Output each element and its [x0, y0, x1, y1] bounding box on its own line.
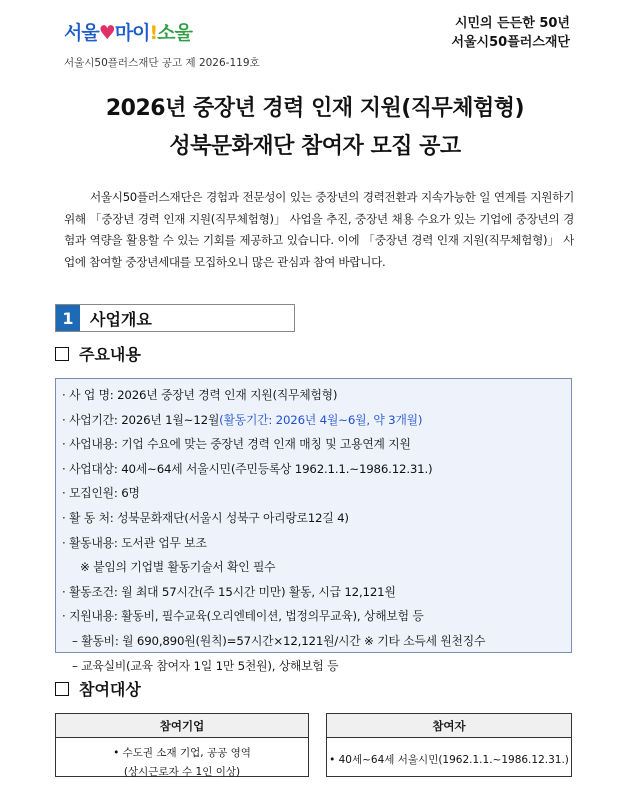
foundation-tagline [451, 14, 570, 52]
company-table-header: 참여기업 [56, 714, 308, 738]
notice-number: 서울시50플러스재단 공고 제 2026-119호 [64, 57, 260, 69]
detail-conditions: · 활동조건: 월 최대 57시간(주 15시간 미만) 활동, 시급 12,121원 [62, 584, 396, 599]
detail-project-name: · 사 업 명: 2026년 중장년 경력 인재 지원(직무체험형) [62, 388, 338, 402]
activity-period-text: (활동기간: 2026년 4월~6월, 약 3개월) [219, 412, 423, 427]
detail-recruit-count: · 모집인원: 6명 [62, 486, 140, 501]
detail-note: ※ 붙임의 기업별 활동기술서 확인 필수 [80, 560, 276, 575]
participant-table [326, 713, 572, 777]
company-table-cell [56, 738, 308, 782]
company-criteria-line1: • 수도권 소재 기업, 공공 영역 [113, 747, 251, 759]
intro-paragraph: 서울시50플러스재단은 경험과 전문성이 있는 중장년의 경력전환과 지속가능한 일 연계를 지원하기 위해 「중장년 경력 인재 지원(직무체험형)」 사업을 추진, 중장년 채용 수요가 있는 기업에 중장년의 경험과 역량을 활용할 수 있는 기회를 제공하고 있습니다. 이에 「중장년 경력 인재 지원(직무체험형)」 사업에 참여할 중장년세대를 모집하오니 많은 관심과 참여 바랍니다. [64, 190, 574, 269]
subsection-target [55, 677, 141, 700]
subsection-target-label: 참여대상 [79, 680, 141, 699]
company-table [55, 713, 309, 777]
square-bullet-icon [55, 682, 69, 696]
detail-project-period [62, 408, 571, 433]
heart-icon: ♥ [98, 22, 115, 44]
period-text: · 사업기간: 2026년 1월~12월 [62, 412, 220, 427]
logo-part-seoul: 서울 [64, 22, 99, 44]
participant-table-cell [327, 738, 571, 770]
logo-part-soul: 소울 [157, 22, 192, 44]
participant-table-header: 참여자 [327, 714, 571, 738]
seoul-my-soul-logo [64, 18, 192, 45]
tagline-line1: 시민의 든든한 50년 [454, 16, 570, 31]
square-bullet-icon [55, 347, 69, 361]
section-title: 사업개요 [90, 309, 152, 329]
detail-support: · 지원내용: 활동비, 필수교육(오리엔테이션, 법정의무교육), 상해보험 등 [62, 609, 424, 624]
company-criteria-line2: (상시근로자 수 1인 이상) [123, 766, 241, 778]
section-heading [55, 304, 295, 332]
section-number: 1 [56, 305, 80, 331]
participant-criteria: • 40세~64세 서울시민(1962.1.1.~1986.12.31.) [329, 754, 569, 766]
details-box [55, 378, 572, 673]
detail-training-cost: – 교육실비(교육 참여자 1일 1만 5천원), 상해보험 등 [72, 658, 339, 673]
subsection-main-label: 주요내용 [79, 345, 141, 364]
tagline-line2: 서울시50플러스재단 [451, 35, 570, 50]
title-line1: 2026년 중장년 경력 인재 지원(직무체험형) [105, 96, 525, 121]
detail-workplace: · 활 동 처: 성북문화재단(서울시 성북구 아리랑로12길 4) [62, 510, 349, 525]
detail-activity: · 활동내용: 도서관 업무 보조 [62, 535, 207, 550]
logo-part-bang: ! [149, 22, 158, 44]
title-line2: 성북문화재단 참여자 모집 공고 [169, 134, 461, 159]
detail-target: · 사업대상: 40세~64세 서울시민(주민등록상 1962.1.1.~1986.12.31.) [62, 461, 433, 476]
detail-project-content: · 사업내용: 기업 수요에 맞는 중장년 경력 인재 매칭 및 고용연계 지원 [62, 437, 411, 452]
logo-part-mai: 마이 [114, 22, 150, 44]
subsection-main [55, 342, 141, 365]
detail-activity-pay: – 활동비: 월 690,890원(원칙)=57시간×12,121원/시간 ※ 기타 소득세 원천징수 [72, 633, 486, 648]
document-title [0, 90, 630, 166]
